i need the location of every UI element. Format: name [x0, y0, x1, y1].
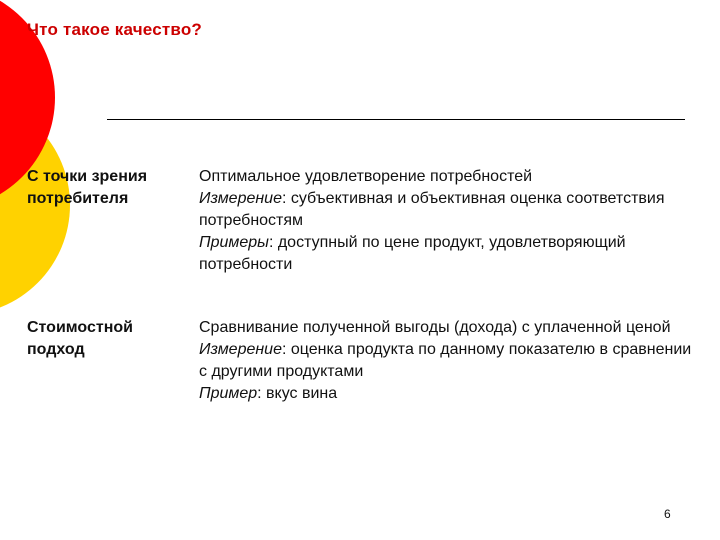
example-text: : доступный по цене продукт, удовлетворяющий потребности — [199, 234, 626, 273]
measure-text: : оценка продукта по данному показателю в сравнении с другими продуктами — [199, 341, 692, 380]
example-text: : вкус вина — [257, 385, 338, 402]
example-line — [199, 232, 699, 276]
definition-text: Оптимальное удовлетворение потребностей — [199, 168, 533, 185]
row-label: Стоимостной подход — [27, 319, 133, 358]
example-line — [199, 383, 699, 405]
page-number: 6 — [664, 507, 671, 521]
row-label: С точки зрения потребителя — [27, 168, 148, 207]
measure-term: Измерение — [199, 341, 282, 358]
row-body — [199, 166, 699, 276]
measure-term: Измерение — [199, 190, 282, 207]
measure-line — [199, 339, 699, 383]
example-term: Примеры — [199, 234, 269, 251]
row-body — [199, 317, 699, 405]
measure-text: : субъективная и объективная оценка соответствия потребностям — [199, 190, 665, 229]
title-divider — [107, 119, 685, 120]
measure-line — [199, 188, 699, 232]
example-term: Пример — [199, 385, 258, 402]
slide-title: Что такое качество? — [27, 20, 202, 39]
definition-text: Сравнивание полученной выгоды (дохода) с уплаченной ценой — [199, 319, 671, 336]
